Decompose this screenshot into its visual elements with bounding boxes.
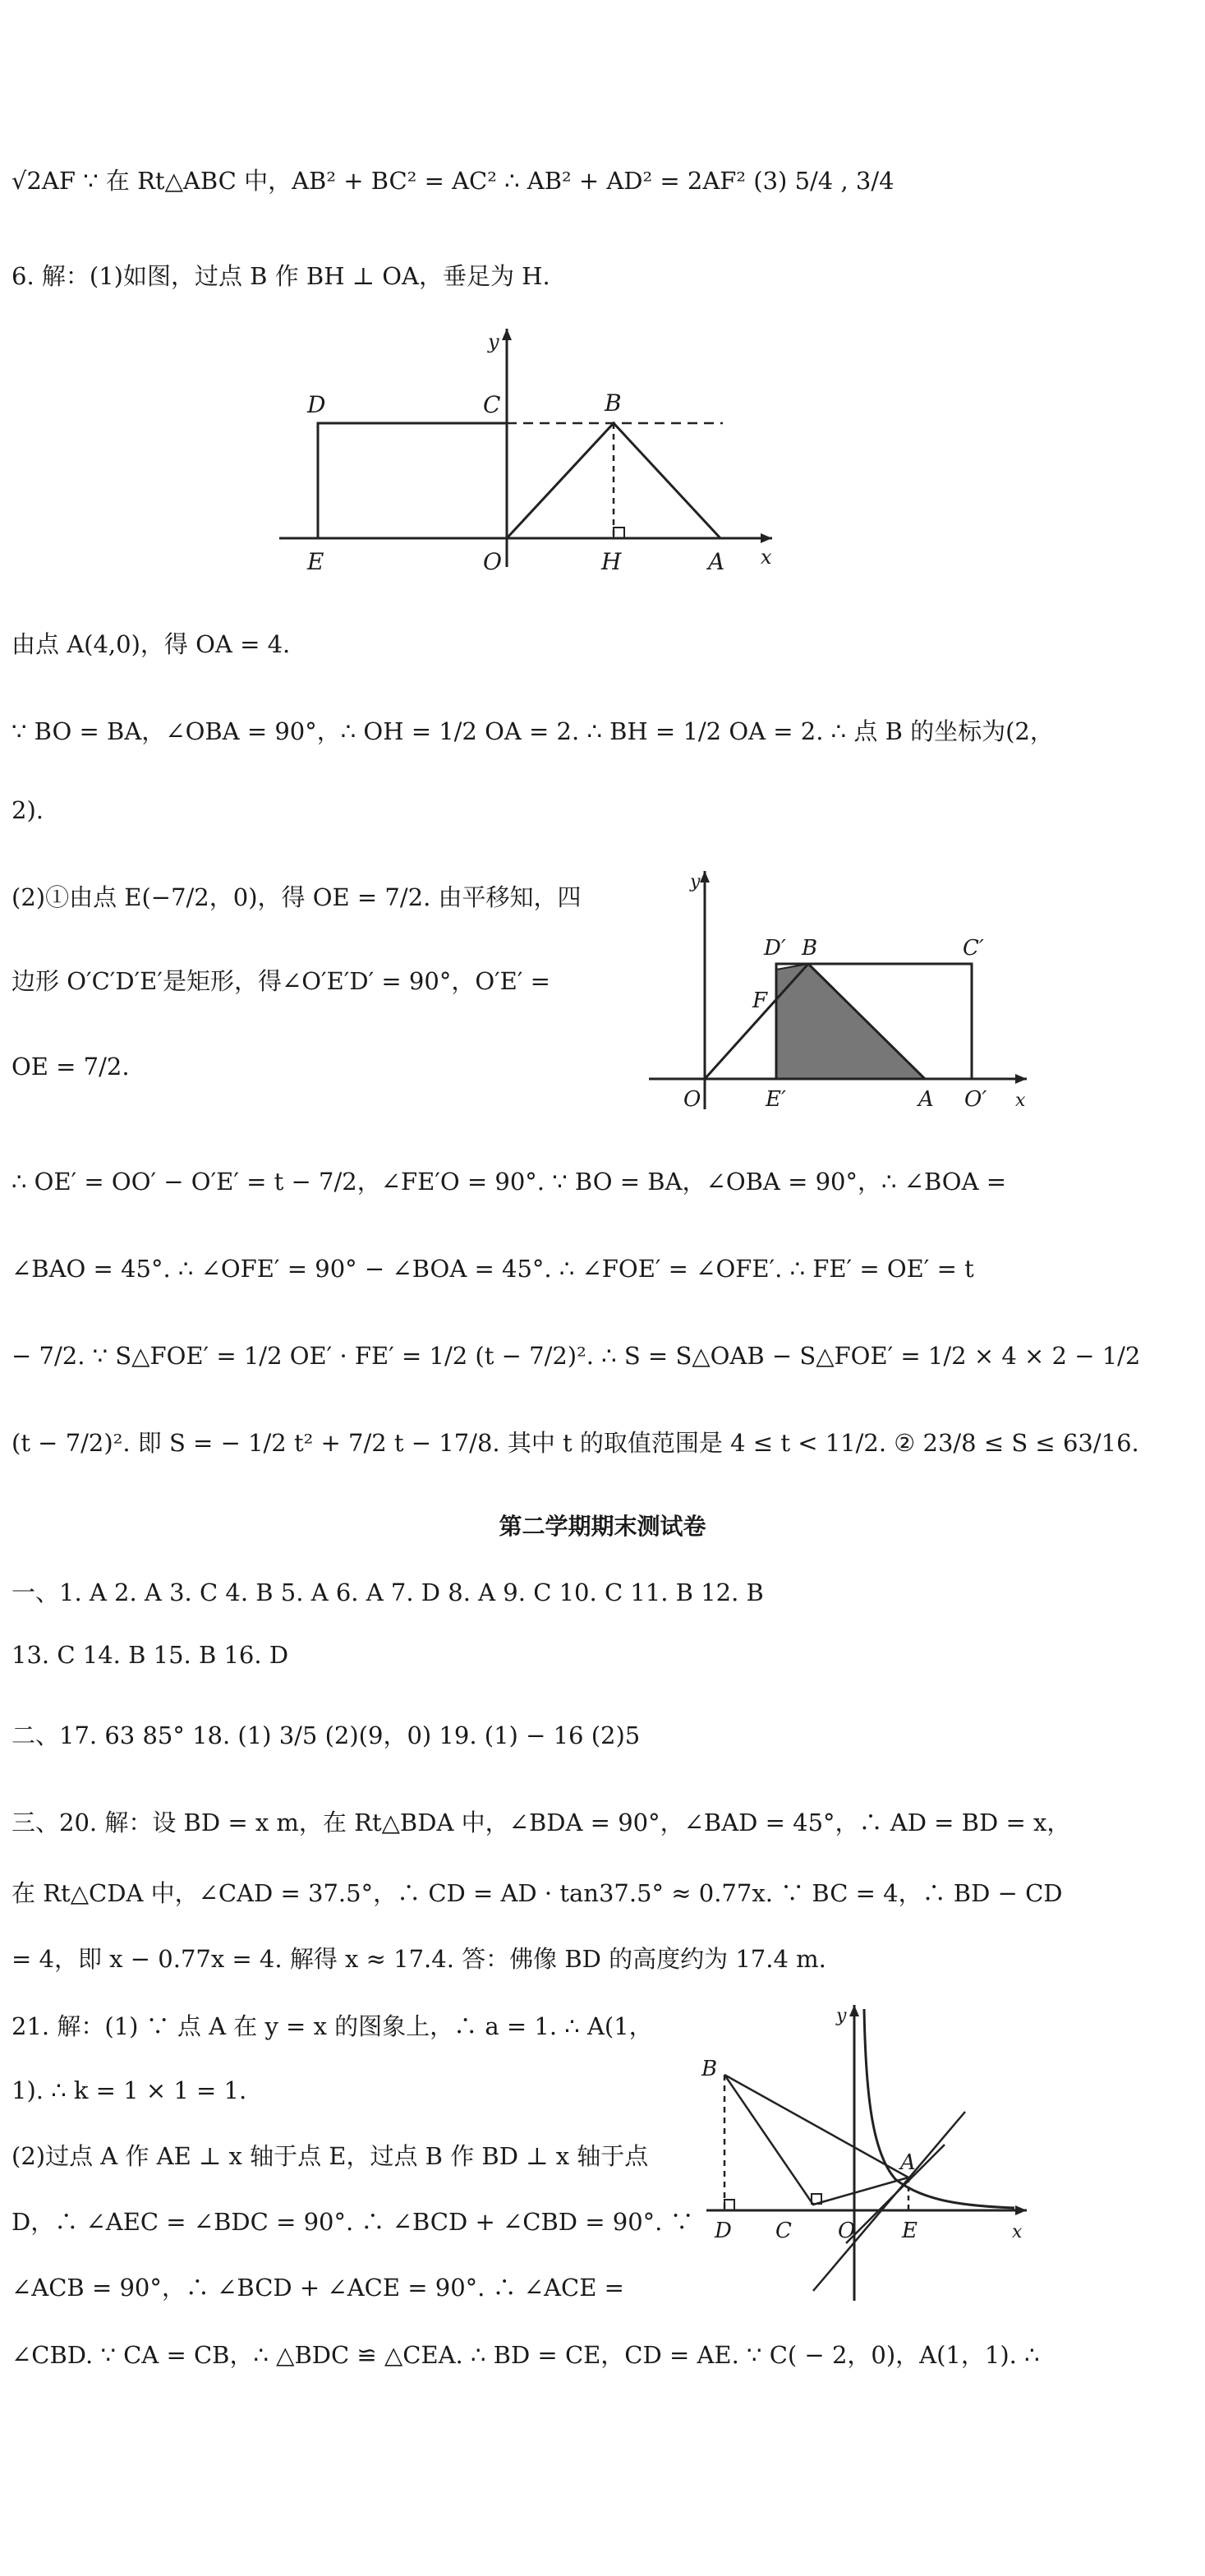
fig3-label-b: B: [701, 2057, 718, 2081]
text-line: 由点 A(4,0)，得 OA = 4.: [11, 630, 291, 658]
text-line: 21. 解：(1) ∵ 点 A 在 y = x 的图象上，∴ a = 1. ∴ A(1，: [11, 2012, 653, 2040]
fig2-label-x: x: [1015, 1090, 1026, 1111]
fig3-label-e: E: [902, 2219, 918, 2243]
fig3-label-o: O: [838, 2219, 856, 2243]
text-line: 6. 解：(1)如图，过点 B 作 BH ⊥ OA，垂足为 H.: [11, 262, 550, 290]
fig1-label-c: C: [483, 391, 501, 418]
text-line: 2).: [11, 796, 44, 824]
text-line: 在 Rt△CDA 中，∠CAD = 37.5°，∴ CD = AD · tan37.5° ≈ 0.77x. ∵ BC = 4，∴ BD − CD: [11, 1879, 1063, 1907]
text-line: 13. C 14. B 15. B 16. D: [11, 1641, 289, 1669]
text-line: ∠CBD. ∵ CA = CB，∴ △BDC ≌ △CEA. ∴ BD = CE，CD = AE. ∵ C( − 2，0)，A(1，1). ∴: [11, 2341, 1040, 2369]
text-line: ∴ OE′ = OO′ − O′E′ = t − 7/2，∠FE′O = 90°. ∵ BO = BA，∠OBA = 90°，∴ ∠BOA =: [11, 1168, 1007, 1196]
text-line: 第二学期期末测试卷: [499, 1513, 706, 1540]
text-line: (t − 7/2)². 即 S = − 1/2 t² + 7/2 t − 17/8. 其中 t 的取值范围是 4 ≤ t < 11/2. ② 23/8 ≤ S ≤ 63/16.: [11, 1429, 1139, 1457]
text-line: − 7/2. ∵ S△FOE′ = 1/2 OE′ · FE′ = 1/2 (t − 7/2)². ∴ S = S△OAB − S△FOE′ = 1/2 × 4 × 2 − 1/2: [11, 1342, 1141, 1370]
fig3-label-y: y: [836, 2006, 847, 2026]
fig2-label-o-prime: O′: [964, 1087, 987, 1112]
fig3-label-d: D: [715, 2219, 732, 2243]
fig1-label-h: H: [601, 548, 622, 575]
figure-1-rectangle-triangle: [271, 320, 780, 583]
text-line: 二、17. 63 85° 18. (1) 3/5 (2)(9，0) 19. (1) − 16 (2)5: [11, 1721, 641, 1749]
text-line: D，∴ ∠AEC = ∠BDC = 90°. ∴ ∠BCD + ∠CBD = 90°. ∵: [11, 2208, 694, 2236]
fig1-label-x: x: [761, 546, 772, 569]
fig1-label-e: E: [307, 548, 324, 575]
text-line: ∠ACB = 90°，∴ ∠BCD + ∠ACE = 90°. ∴ ∠ACE =: [11, 2274, 624, 2302]
text-line: = 4，即 x − 0.77x = 4. 解得 x ≈ 17.4. 答：佛像 BD 的高度约为 17.4 m.: [11, 1945, 826, 1973]
fig2-label-b: B: [802, 936, 818, 961]
fig2-label-c: C′: [963, 936, 984, 961]
text-line: √2AF ∵ 在 Rt△ABC 中，AB² + BC² = AC² ∴ AB² + AD² = 2AF² (3) 5/4 , 3/4: [11, 167, 895, 195]
text-line: OE = 7/2.: [11, 1053, 130, 1081]
fig1-label-b: B: [605, 389, 622, 417]
text-line: 一、1. A 2. A 3. C 4. B 5. A 6. A 7. D 8. A 9. C 10. C 11. B 12. B: [11, 1578, 764, 1606]
fig2-label-y: y: [690, 872, 701, 892]
text-line: (2)过点 A 作 AE ⊥ x 轴于点 E，过点 B 作 BD ⊥ x 轴于点: [11, 2142, 649, 2170]
fig1-label-y: y: [488, 330, 499, 353]
text-line: ∠BAO = 45°. ∴ ∠OFE′ = 90° − ∠BOA = 45°. ∴ ∠FOE′ = ∠OFE′. ∴ FE′ = OE′ = t: [11, 1255, 974, 1283]
text-line: 三、20. 解：设 BD = x m，在 Rt△BDA 中，∠BDA = 90°，∠BAD = 45°，∴ AD = BD = x，: [11, 1809, 1071, 1836]
fig1-label-d: D: [307, 391, 326, 418]
fig3-label-x: x: [1012, 2222, 1023, 2242]
fig2-label-f: F: [752, 988, 768, 1013]
fig2-label-a: A: [918, 1087, 934, 1112]
figure-2-translated-rectangle: [641, 863, 1035, 1117]
figure-3-hyperbola: [690, 1997, 1035, 2309]
fig3-label-c: C: [775, 2219, 792, 2243]
text-line: 1). ∴ k = 1 × 1 = 1.: [11, 2076, 247, 2104]
text-line: ∵ BO = BA，∠OBA = 90°，∴ OH = 1/2 OA = 2. ∴ BH = 1/2 OA = 2. ∴ 点 B 的坐标为(2，: [11, 717, 1054, 745]
text-line: 边形 O′C′D′E′是矩形，得∠O′E′D′ = 90°，O′E′ =: [11, 967, 550, 995]
fig2-label-d: D′: [764, 936, 786, 961]
text-line: (2)①由点 E(−7/2，0)，得 OE = 7/2. 由平移知，四: [11, 883, 582, 911]
fig2-label-o: O: [683, 1087, 701, 1112]
fig1-label-o: O: [483, 548, 502, 575]
fig1-label-a: A: [708, 548, 725, 575]
fig2-label-e: E′: [766, 1087, 786, 1112]
fig3-label-a: A: [900, 2150, 916, 2175]
